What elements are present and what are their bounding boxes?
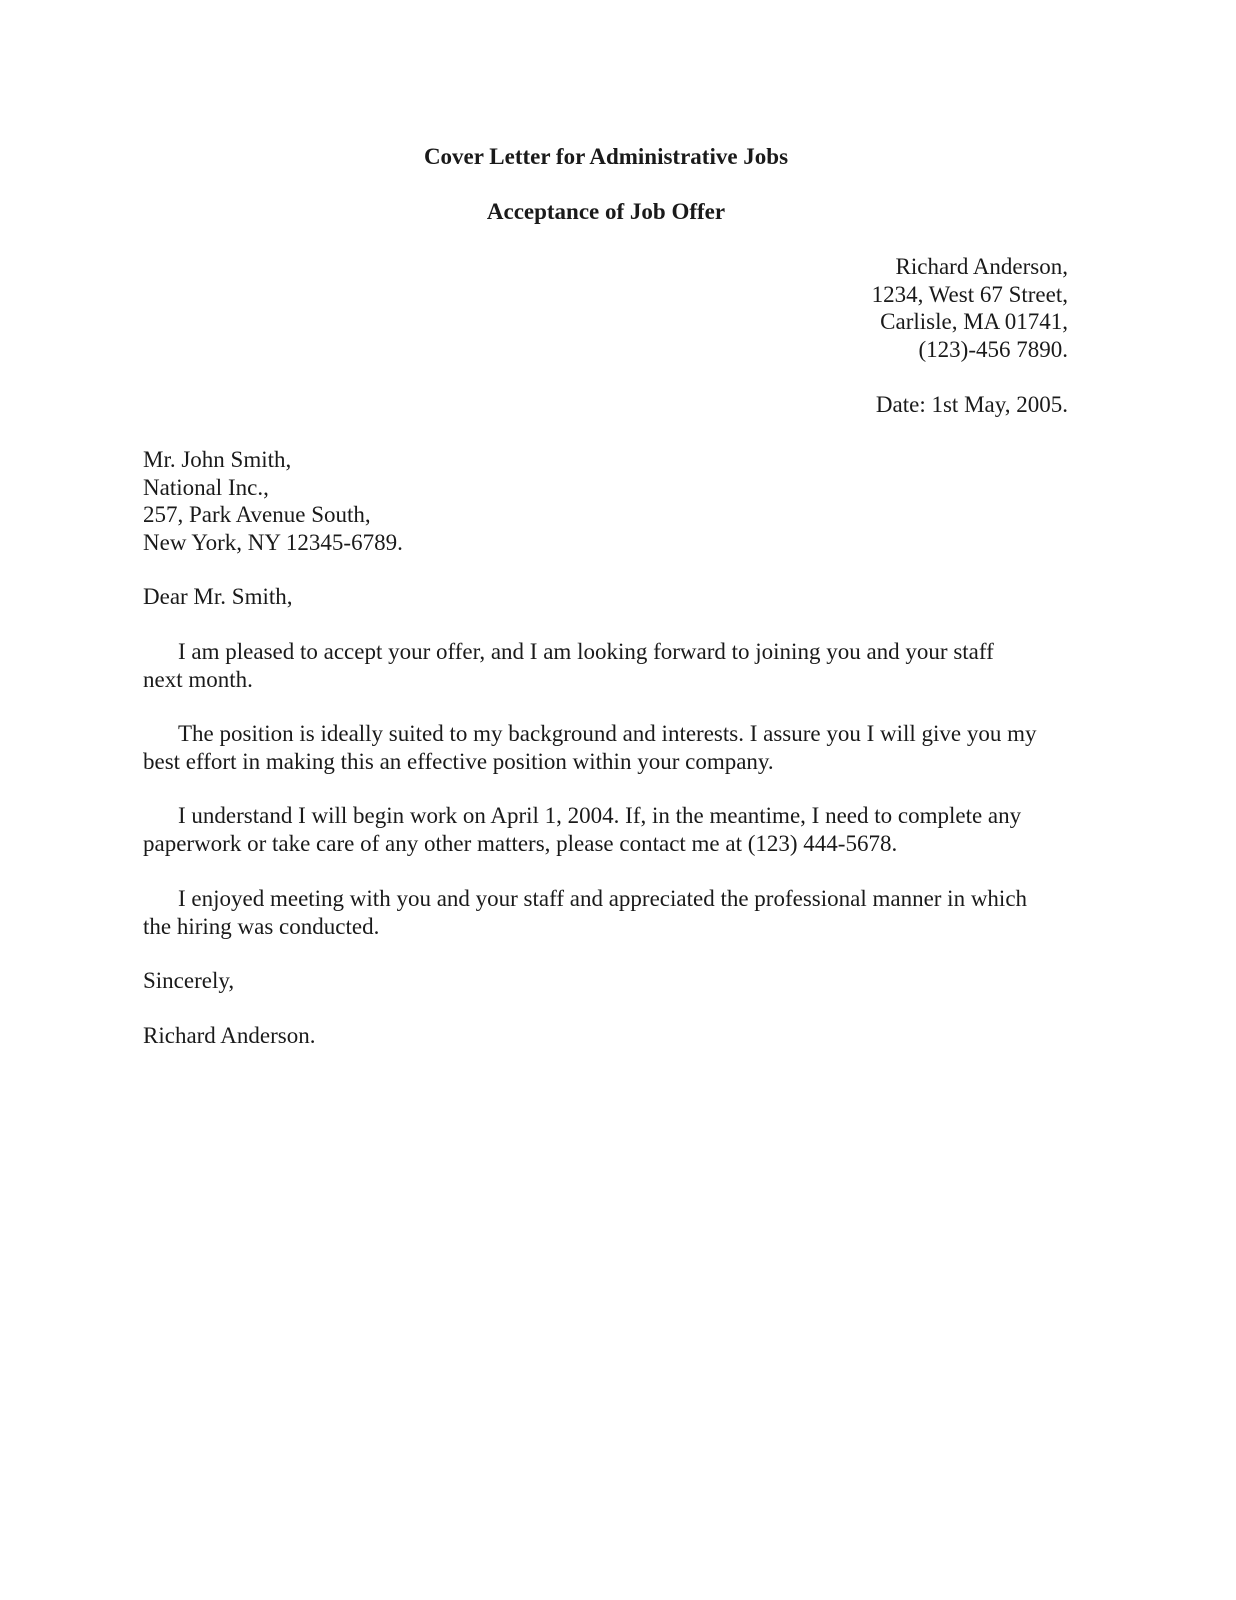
paragraph-line: I enjoyed meeting with you and your staff and appreciated the professional manner in which: [178, 886, 1028, 911]
recipient-street: 257, Park Avenue South,: [143, 502, 371, 527]
paragraph-line: I understand I will begin work on April 1, 2004. If, in the meantime, I need to complete any: [178, 803, 1022, 828]
sender-phone: (123)-456 7890.: [918, 336, 1068, 362]
paragraph-line: paperwork or take care of any other matters, please contact me at (123) 444-5678.: [143, 830, 898, 856]
sender-street: 1234, West 67 Street,: [871, 281, 1068, 307]
body-paragraph-1: [143, 638, 1073, 693]
document-subtitle: Acceptance of Job Offer: [486, 199, 726, 224]
body-paragraph-3: [143, 802, 1073, 857]
paragraph-line: best effort in making this an effective position within your company.: [143, 748, 774, 774]
letter-date: Date: 1st May, 2005.: [875, 392, 1068, 417]
recipient-city: New York, NY 12345-6789.: [143, 529, 403, 555]
paragraph-line: next month.: [143, 666, 253, 692]
salutation: Dear Mr. Smith,: [143, 584, 293, 609]
recipient-address-block: [143, 446, 403, 556]
recipient-company: National Inc.,: [143, 474, 269, 500]
recipient-name: Mr. John Smith,: [143, 447, 292, 472]
paragraph-line: I am pleased to accept your offer, and I am looking forward to joining you and your staff: [178, 639, 994, 664]
closing: Sincerely,: [143, 968, 235, 993]
body-paragraph-4: [143, 885, 1073, 940]
document-title: Cover Letter for Administrative Jobs: [423, 144, 789, 169]
sender-address-block: [872, 253, 1068, 363]
signature-name: Richard Anderson.: [143, 1023, 316, 1048]
paragraph-line: The position is ideally suited to my background and interests. I assure you I will give you my: [178, 721, 1037, 746]
paragraph-line: the hiring was conducted.: [143, 913, 380, 939]
body-paragraph-2: [143, 720, 1073, 775]
sender-name: Richard Anderson,: [895, 254, 1068, 279]
sender-city: Carlisle, MA 01741,: [880, 309, 1068, 334]
